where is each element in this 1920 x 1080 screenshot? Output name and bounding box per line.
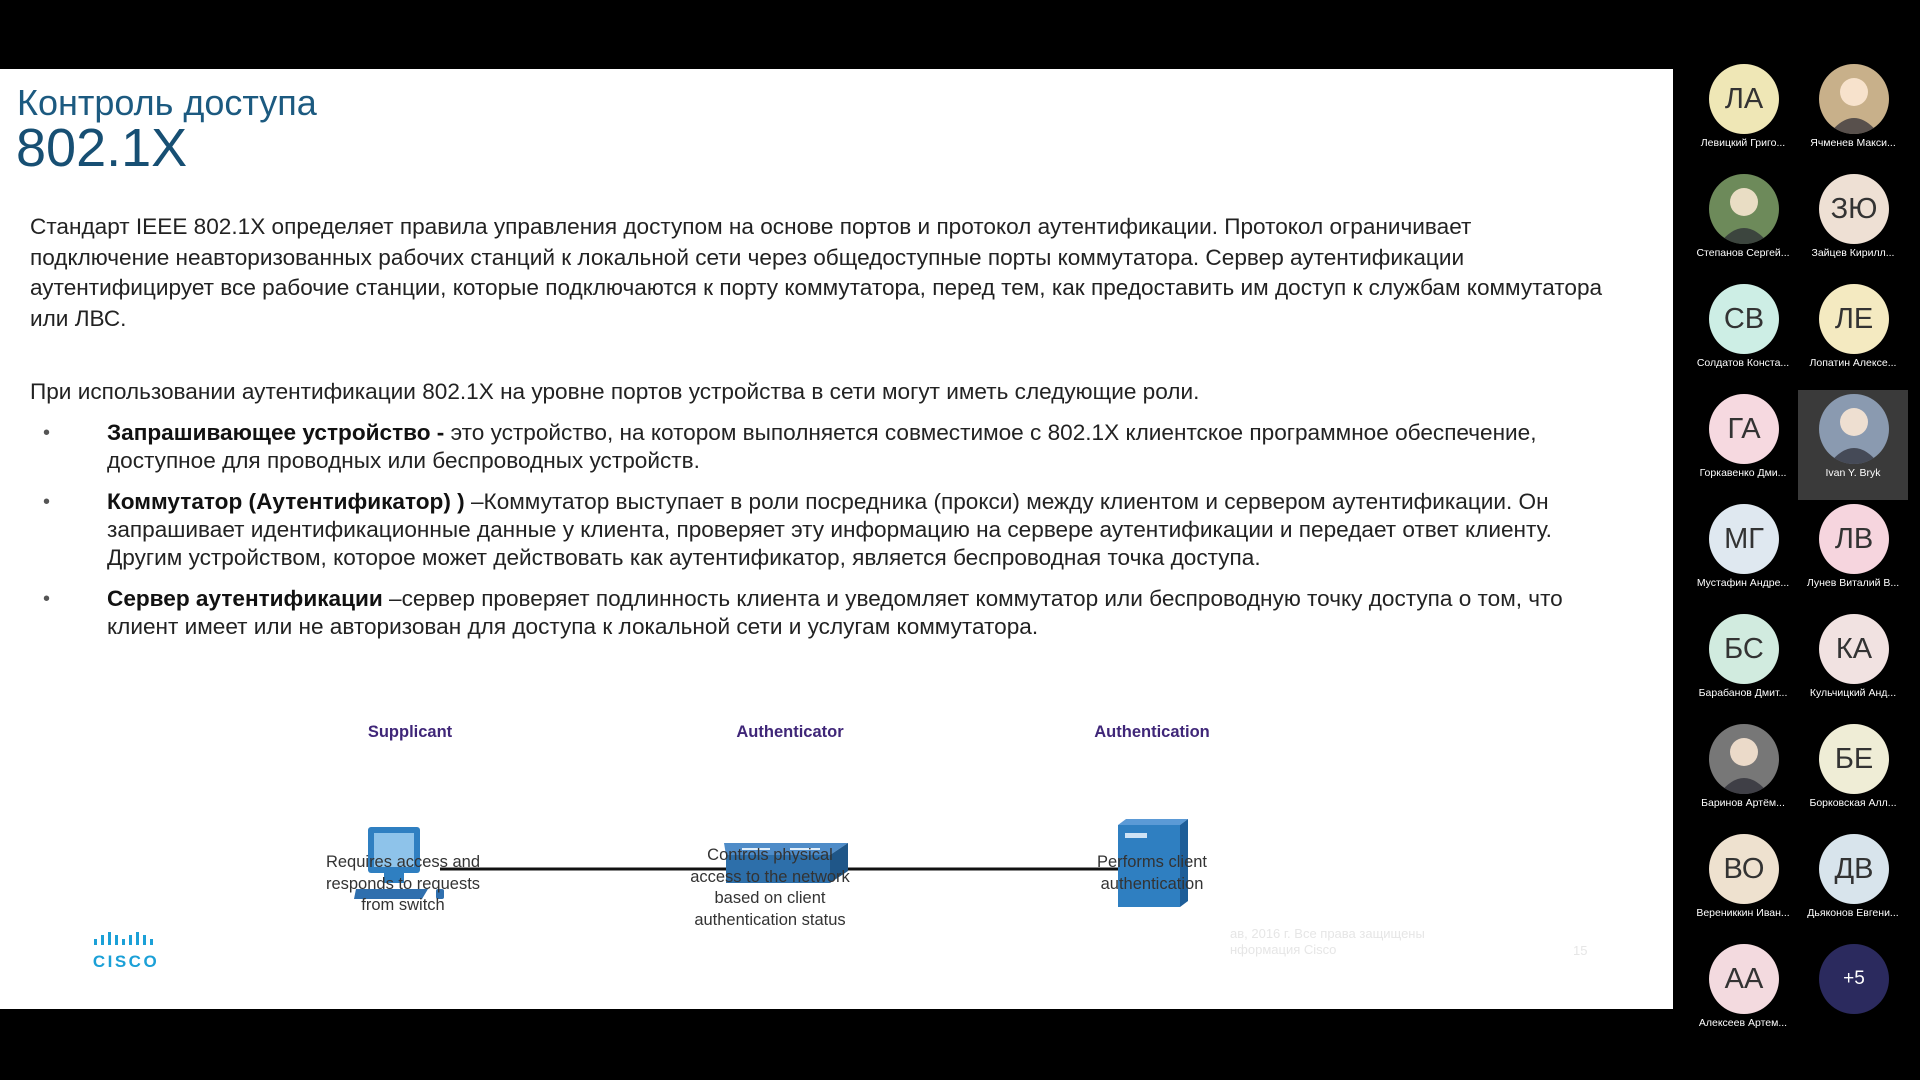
- participant-name: Кульчицкий Анд...: [1809, 687, 1897, 699]
- participant-tile[interactable]: [1688, 280, 1798, 390]
- avatar: БЕ: [1819, 724, 1889, 794]
- authentication-label: Authentication: [1094, 723, 1210, 741]
- cisco-wordmark: CISCO: [92, 952, 160, 971]
- role-description: –сервер проверяет подлинность клиента и уведомляет коммутатор или беспроводную точку доступа о том, что клиент имеет или не авторизован для доступа к локальной сети и услугам коммутатора.: [107, 586, 1563, 639]
- list-item: [0, 419, 1600, 475]
- participant-tile[interactable]: [1798, 500, 1908, 610]
- more-participants-button[interactable]: [1798, 940, 1908, 1050]
- avatar: +5: [1819, 944, 1889, 1014]
- list-item: [0, 585, 1600, 641]
- cisco-bars-icon: [92, 931, 160, 947]
- intro-paragraph: Стандарт IEEE 802.1X определяет правила управления доступом на основе портов и протокол аутентификации. Протокол ограничивает подключение неавторизованных рабочих станций к локальной сети через общедоступные порты коммутатора. Сервер аутентификации аутентифицирует все рабочие станции, которые подключаются к порту коммутатора, перед тем, как предоставить им доступ к службам коммутатора или ЛВС.: [30, 214, 1603, 331]
- page-number: 15: [1573, 943, 1588, 958]
- avatar: ВО: [1709, 834, 1779, 904]
- avatar: АА: [1709, 944, 1779, 1014]
- roles-list: [0, 419, 1600, 654]
- avatar: ЛЕ: [1819, 284, 1889, 354]
- participant-name: Мустафин Андре...: [1696, 577, 1790, 589]
- participant-tile[interactable]: [1688, 720, 1798, 830]
- participant-tile[interactable]: [1798, 390, 1908, 500]
- participant-name: Алексеев Артем...: [1698, 1017, 1788, 1029]
- list-item: [0, 488, 1600, 572]
- participant-tile[interactable]: [1798, 830, 1908, 940]
- avatar: ЗЮ: [1819, 174, 1889, 244]
- avatar-photo: [1709, 724, 1779, 794]
- supplicant-label: Supplicant: [367, 723, 453, 741]
- participant-name: Дьяконов Евгени...: [1807, 907, 1899, 919]
- participant-name: Солдатов Конста...: [1696, 357, 1790, 369]
- avatar-photo: [1819, 64, 1889, 134]
- avatar: ДВ: [1819, 834, 1889, 904]
- cisco-logo: [92, 931, 160, 972]
- bullet-icon: •: [43, 588, 51, 610]
- participant-tile[interactable]: [1798, 60, 1908, 170]
- person-icon: [1819, 64, 1889, 134]
- role-description: –Коммутатор выступает в роли посредника (прокси) между клиентом и сервером аутентификации. Он запрашивает идентификационные данные у клиента, проверяет эту информацию на сервере аутентификации и передает ответ клиенту. Другим устройством, которое может действовать как аутентификатор, является беспроводная точка доступа.: [107, 489, 1552, 570]
- slide-subtitle: 802.1X: [16, 118, 188, 178]
- person-icon: [1819, 394, 1889, 464]
- slide-title: Контроль доступа: [17, 82, 317, 123]
- participant-name: Степанов Сергей...: [1696, 247, 1790, 259]
- avatar-photo: [1709, 174, 1779, 244]
- person-icon: [1709, 724, 1779, 794]
- participant-name: Баринов Артём...: [1701, 797, 1785, 809]
- participant-tile[interactable]: [1798, 720, 1908, 830]
- participant-tile[interactable]: [1688, 170, 1798, 280]
- role-term: Сервер аутентификации: [107, 586, 383, 611]
- avatar: КА: [1819, 614, 1889, 684]
- participant-tile[interactable]: [1688, 60, 1798, 170]
- person-icon: [1709, 174, 1779, 244]
- bullet-icon: •: [43, 422, 51, 444]
- authentication-caption: Performs client authentication: [1096, 853, 1208, 893]
- participant-tile[interactable]: [1798, 170, 1908, 280]
- avatar-photo: [1819, 394, 1889, 464]
- participant-name: Горкавенко Дми...: [1699, 467, 1787, 479]
- participant-name: Левицкий Григо...: [1700, 137, 1786, 149]
- role-term: Запрашивающее устройство -: [107, 420, 445, 445]
- bullet-icon: •: [43, 491, 51, 513]
- participant-name: Лопатин Алексе...: [1809, 357, 1897, 369]
- avatar: ЛА: [1709, 64, 1779, 134]
- avatar: СВ: [1709, 284, 1779, 354]
- participant-name: Ivan Y. Bryk: [1825, 467, 1881, 479]
- participant-tile[interactable]: [1688, 390, 1798, 500]
- avatar: ЛВ: [1819, 504, 1889, 574]
- participant-tile[interactable]: [1688, 610, 1798, 720]
- role-term: Коммутатор (Аутентификатор) ): [107, 489, 465, 514]
- participant-name: Ячменев Макси...: [1810, 137, 1896, 149]
- participant-tile[interactable]: [1688, 940, 1798, 1050]
- role-description: это устройство, на котором выполняется совместимое с 802.1X клиентское программное обеспечение, доступное для проводных или беспроводных устройств.: [107, 420, 1537, 473]
- participant-tile[interactable]: [1798, 610, 1908, 720]
- avatar: МГ: [1709, 504, 1779, 574]
- participant-name: Зайцев Кирилл...: [1811, 247, 1895, 259]
- presentation-slide: [0, 69, 1673, 1009]
- avatar: БС: [1709, 614, 1779, 684]
- supplicant-caption: Requires access and responds to requests from switch: [325, 853, 481, 914]
- participant-name: Борковская Алл...: [1809, 797, 1897, 809]
- authenticator-caption: Controls physical access to the network based on client authentication status: [690, 846, 850, 929]
- participant-tile[interactable]: [1798, 280, 1908, 390]
- copyright-text: ав, 2016 г. Все права защищены нформация Cisco: [1230, 926, 1425, 957]
- participant-tile[interactable]: [1688, 500, 1798, 610]
- roles-intro-paragraph: При использовании аутентификации 802.1X на уровне портов устройства в сети могут иметь следующие роли.: [30, 379, 1200, 404]
- participant-name: Барабанов Дмит...: [1698, 687, 1788, 699]
- authenticator-label: Authenticator: [736, 723, 844, 741]
- participant-name: Верениккин Иван...: [1696, 907, 1790, 919]
- participant-tile[interactable]: [1688, 830, 1798, 940]
- avatar: ГА: [1709, 394, 1779, 464]
- participant-name: Лунев Виталий В...: [1806, 577, 1900, 589]
